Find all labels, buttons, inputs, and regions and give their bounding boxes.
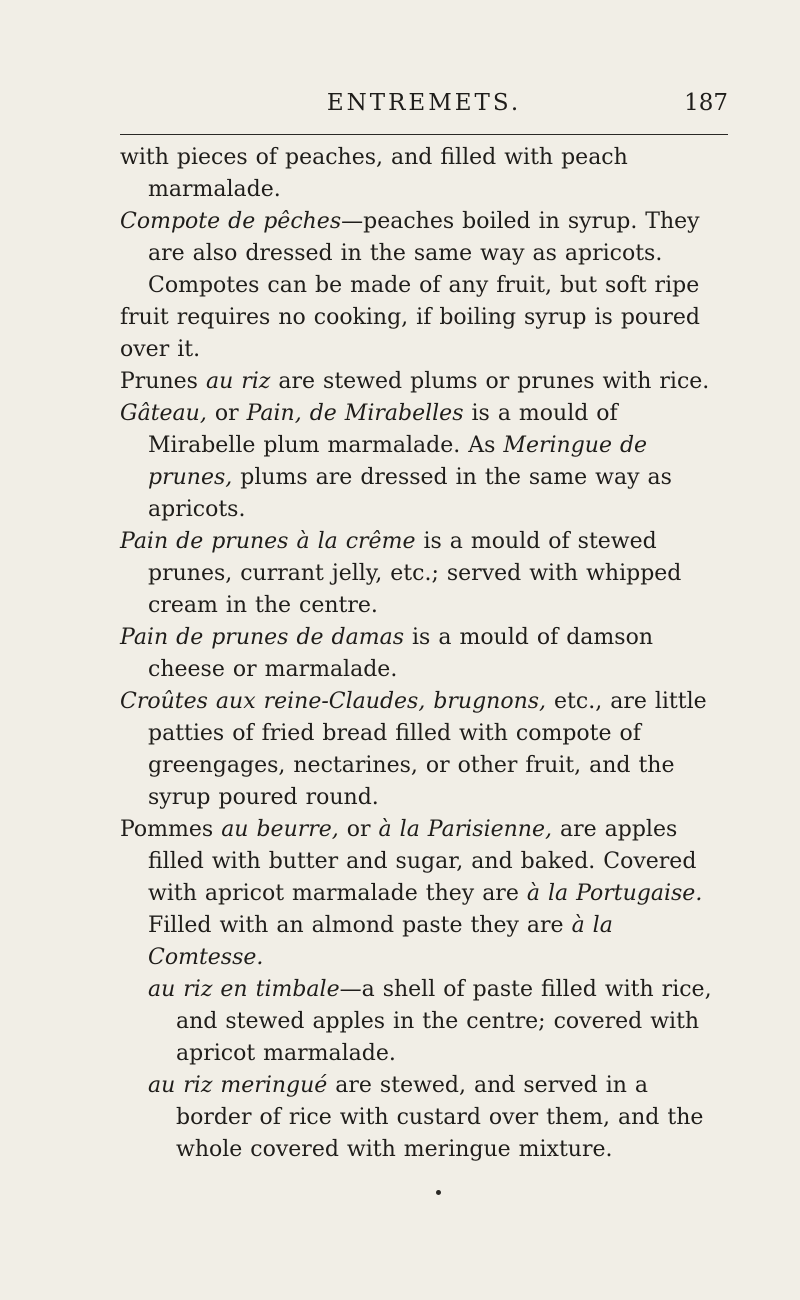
entry-term: Pain de prunes de damas [120,625,405,650]
page-body [120,142,730,1166]
entry-text: is a mould of Mirabelle plum marmalade. As [148,401,618,458]
entry-compote-de-peches [120,206,730,270]
entry-term: à la Parisienne, [378,817,552,842]
entry-au-riz-en-timbale [120,974,730,1070]
entry-text: are stewed plums or prunes with rice. [270,369,710,394]
paragraph-text: with pieces of peaches, and filled with peach marmalade. [120,145,628,202]
paragraph-continuation [120,142,730,206]
entry-text: are apples filled with butter and sugar, and baked. Covered with apricot marmalade they are [148,817,697,906]
ink-dot [436,1190,441,1195]
entry-text: is a mould of stewed prunes, currant jelly, etc.; served with whipped cream in the centre. [148,529,682,618]
entry-pain-de-prunes-creme [120,526,730,622]
entry-term: à la Comtesse. [148,913,613,970]
entry-term: à la Portugaise. [526,881,703,906]
entry-term: Pain de prunes à la crême [120,529,416,554]
entry-gateau-mirabelles [120,398,730,526]
entry-text: etc., are little patties of fried bread filled with compote of greengages, nectarines, or other fruit, and the syrup poured round. [148,689,707,810]
entry-text: or [206,401,247,426]
entry-term: Pain, de Mirabelles [246,401,464,426]
entry-term: Meringue de prunes, [148,433,648,490]
header-rule [120,134,728,135]
entry-au-riz-meringue [120,1070,730,1166]
running-header [120,84,728,124]
entry-term: Croûtes aux reine-Claudes, brugnons, [120,689,547,714]
entry-text: plums are dressed in the same way as apricots. [148,465,672,522]
entry-term: Compote de pêches [120,209,342,234]
paragraph-text: Compotes can be made of any fruit, but soft ripe fruit requires no cooking, if boiling syrup is poured over it. [120,273,700,362]
entry-pommes-au-beurre [120,814,730,974]
running-title: ENTREMETS. [326,90,522,116]
entry-term: au beurre, [221,817,339,842]
paragraph-compotes [120,270,730,366]
entry-text: are stewed, and served in a border of rice with custard over them, and the whole covered with meringue mixture. [176,1073,704,1162]
entry-text: —peaches boiled in syrup. They are also dressed in the same way as apricots. [148,209,700,266]
entry-term: Gâteau, [120,401,207,426]
entry-text: Pommes [120,817,222,842]
entry-text: Filled with an almond paste they are [148,913,572,938]
entry-text: or [338,817,379,842]
entry-croutes [120,686,730,814]
page-number: 187 [684,90,728,116]
entry-term: au riz meringué [148,1073,328,1098]
entry-text: —a shell of paste filled with rice, and stewed apples in the centre; covered with apricot marmalade. [176,977,712,1066]
entry-prunes-au-riz [120,366,730,398]
entry-text: Prunes [120,369,206,394]
entry-term: au riz en timbale [148,977,340,1002]
entry-text: is a mould of damson cheese or marmalade. [148,625,653,682]
entry-pain-de-prunes-damas [120,622,730,686]
entry-term: au riz [205,369,271,394]
